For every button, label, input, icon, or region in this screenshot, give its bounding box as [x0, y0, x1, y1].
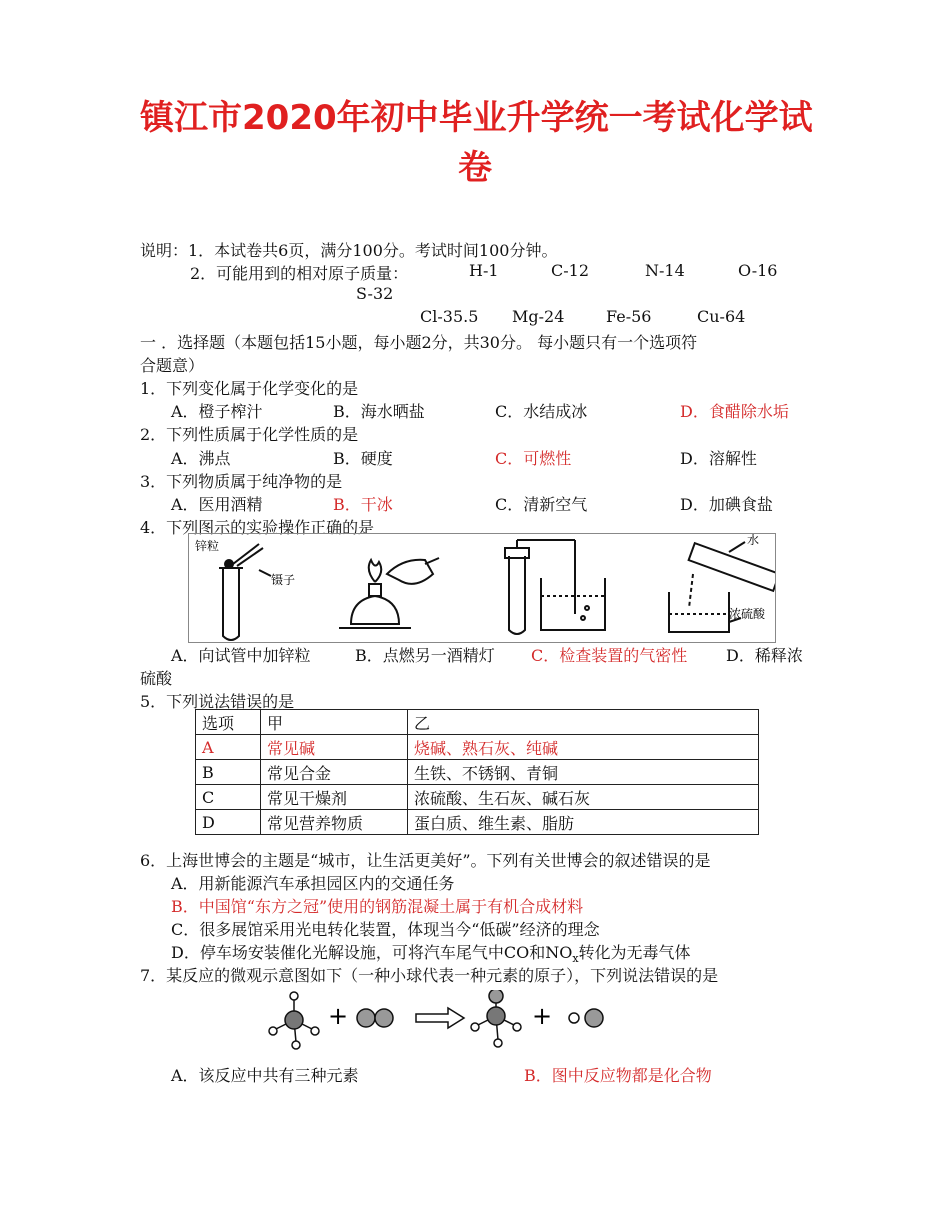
- q4-option-b: B．点燃另一酒精灯: [355, 646, 495, 665]
- reaction-diagram: [268, 990, 608, 1052]
- panel-b-drawing: [339, 558, 439, 628]
- molecule-reactant-2: [357, 1009, 393, 1027]
- q6-option-d-text: D．停车场安装催化光解设施，可将汽车尾气中CO和NO: [171, 943, 573, 962]
- plus-icon: +: [532, 1002, 553, 1030]
- reaction-drawing: [268, 990, 608, 1052]
- table-cell: 浓硫酸、生石灰、碱石灰: [408, 785, 759, 810]
- table-row: [196, 735, 759, 760]
- q2-option-b: B．硬度: [333, 449, 393, 468]
- q2-stem: 2．下列性质属于化学性质的是: [140, 425, 359, 444]
- note-line2-label: 2．可能用到的相对原子质量：: [190, 264, 409, 283]
- mass-h: H-1: [469, 261, 499, 280]
- q3-stem: 3．下列物质属于纯净物的是: [140, 472, 343, 491]
- table-cell: C: [196, 785, 261, 810]
- molecule-reactant-1: [269, 992, 319, 1049]
- q3-option-b: B．干冰: [333, 495, 393, 514]
- q6-option-b: B．中国馆“东方之冠”使用的钢筋混凝土属于有机合成材料: [171, 897, 584, 916]
- q1-stem: 1．下列变化属于化学变化的是: [140, 379, 359, 398]
- q4-option-a: A．向试管中加锌粒: [171, 646, 311, 665]
- table-row: [196, 785, 759, 810]
- mass-c: C-12: [551, 261, 590, 280]
- arrow-icon: [416, 1008, 464, 1028]
- q2-option-c: C．可燃性: [495, 449, 572, 468]
- table-cell: D: [196, 810, 261, 835]
- table-cell: B: [196, 760, 261, 785]
- q5-table: [195, 709, 759, 835]
- q4-stem: 4．下列图示的实验操作正确的是: [140, 518, 375, 537]
- q1-option-d: D．食醋除水垢: [680, 402, 789, 421]
- q6-option-d-end: 转化为无毒气体: [578, 943, 691, 962]
- table-cell: 常见碱: [261, 735, 408, 760]
- page-title: 镇江市2020年初中毕业升学统一考试化学试: [140, 98, 813, 138]
- table-cell: 烧碱、熟石灰、纯碱: [408, 735, 759, 760]
- page-title-cont: 卷: [458, 148, 492, 188]
- q6-option-d-sub: x: [572, 952, 579, 966]
- lab-operations-drawing: [189, 534, 775, 642]
- q7-stem: 7．某反应的微观示意图如下（一种小球代表一种元素的原子），下列说法错误的是: [140, 966, 719, 985]
- q6-option-a: A．用新能源汽车承担园区内的交通任务: [171, 874, 455, 893]
- label-acid: 浓硫酸: [729, 607, 766, 621]
- q1-option-a: A．橙子榨汁: [171, 402, 263, 421]
- q3-option-d: D．加碘食盐: [680, 495, 773, 514]
- section-heading: 一 ．选择题（本题包括15小题，每小题2分，共30分。 每小题只有一个选项符: [140, 333, 698, 352]
- q1-option-c: C．水结成冰: [495, 402, 588, 421]
- table-cell: 常见干燥剂: [261, 785, 408, 810]
- mass-mg: Mg-24: [512, 307, 565, 326]
- q1-option-b: B．海水晒盐: [333, 402, 425, 421]
- label-water: 水: [747, 534, 760, 547]
- q6-option-c: C．很多展馆采用光电转化装置，体现当今“低碳”经济的理念: [171, 920, 600, 939]
- table-cell: 常见合金: [261, 760, 408, 785]
- q7-option-a: A．该反应中共有三种元素: [171, 1066, 359, 1085]
- table-cell: 生铁、不锈钢、青铜: [408, 760, 759, 785]
- mass-cu: Cu-64: [697, 307, 746, 326]
- note-line1: 说明：1．本试卷共6页，满分100分。考试时间100分钟。: [140, 241, 558, 260]
- q2-option-a: A．沸点: [171, 449, 231, 468]
- section-heading-cont: 合题意）: [140, 356, 205, 375]
- q7-option-b: B．图中反应物都是化合物: [524, 1066, 712, 1085]
- panel-a-drawing: [219, 544, 271, 640]
- table-cell: 蛋白质、维生素、脂肪: [408, 810, 759, 835]
- q4-option-d-cont: 硫酸: [140, 669, 173, 688]
- label-tweezers: 镊子: [271, 573, 296, 587]
- q5-stem: 5．下列说法错误的是: [140, 692, 295, 711]
- header-jia: 甲: [261, 710, 408, 735]
- mass-s: S-32: [356, 284, 394, 303]
- header-option: 选项: [196, 710, 261, 735]
- q4-option-d: D．稀释浓: [726, 646, 803, 665]
- table-cell: 常见营养物质: [261, 810, 408, 835]
- table-row: [196, 810, 759, 835]
- plus-icon: +: [328, 1002, 349, 1030]
- mass-o: O-16: [738, 261, 778, 280]
- q2-option-d: D．溶解性: [680, 449, 757, 468]
- header-yi: 乙: [408, 710, 759, 735]
- q6-stem: 6．上海世博会的主题是“城市，让生活更美好”。下列有关世博会的叙述错误的是: [140, 851, 711, 870]
- molecule-product-1: [471, 990, 521, 1047]
- mass-cl: Cl-35.5: [420, 307, 479, 326]
- molecule-product-2: [569, 1009, 603, 1027]
- q3-option-a: A．医用酒精: [171, 495, 263, 514]
- table-cell: A: [196, 735, 261, 760]
- label-zinc: 锌粒: [195, 539, 220, 553]
- mass-fe: Fe-56: [606, 307, 652, 326]
- q6-option-d: [171, 940, 691, 965]
- panel-c-drawing: [505, 540, 605, 634]
- table-row: [196, 760, 759, 785]
- lab-operations-figure: [188, 533, 776, 643]
- mass-n: N-14: [645, 261, 685, 280]
- table-header-row: [196, 710, 759, 735]
- q3-option-c: C．清新空气: [495, 495, 588, 514]
- q4-option-c: C．检查装置的气密性: [531, 646, 688, 665]
